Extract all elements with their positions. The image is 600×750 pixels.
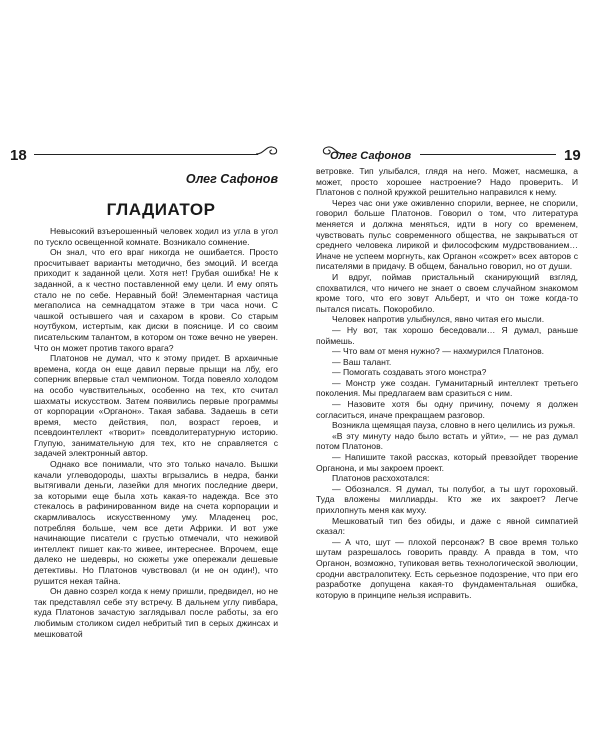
paragraph: «В эту минуту надо было встать и уйти», — не раз думал потом Платонов.	[316, 430, 578, 452]
right-header-rule	[420, 154, 556, 155]
story-title: ГЛАДИАТОР	[106, 200, 216, 219]
paragraph: Невысокий взъерошенный человек ходил из угла в угол по тускло освещенной комнате. Возникало сомнение.	[34, 226, 278, 247]
running-head-author: Олег Сафонов	[330, 150, 412, 162]
paragraph: Платонов расхохотался:	[332, 473, 430, 484]
paragraph: — Назовите хотя бы одну причину, почему я должен согласиться, иначе прекращаем разговор.	[316, 399, 578, 420]
paragraph: Он давно созрел когда к нему пришли, предвидел, но не так представлял себе эту встречу. В дальнем углу пивбара, куда Платонов зачастую заглядывал после работы, за его любимым столиком сидел небритый тип в серых джинсах и мешковатой	[34, 586, 278, 639]
left-header-rule	[34, 154, 258, 155]
paragraph: — Монстр уже создан. Гуманитарный интеллект третьего поколения. Мы предлагаем вам сразиться с ним.	[316, 377, 578, 399]
paragraph: Однако все понимали, что это только начало. Вышки качали углеводороды, шахты вгрызались в недра, банки вытягивали деньги, лазейки для многих последние двери, за которыми еще была хоть какая-то надежда. Все это стекалось в рафинированном виде на счета корпорации и скармливалось искусственному уму. Младенец рос, потребляя больше, чем все дети Африки. И вот уже начинающие писатели с грустью отмечали, что неживой интеллект пишет как-то живее, интереснее. Впрочем, еще далеко не шедевры, но сюжеты уже опережали дешевые детективы. Но Платонов чувствовал (и не он один!), что рушится некая тайна.	[34, 459, 278, 586]
paragraph: Через час они уже оживленно спорили, вернее, не спорили, говорил больше Платонов. Говорил о том, что литература меняется и должна меняться, идти в ногу со временем, чувствовать пульс современного общества, не закрываться от среднего человека лирикой и философским мудрствованием… Иначе не успеем моргнуть, как Органон «сожрет» всех авторов с писателями в придачу. В общем, банально говорил, но от души.	[316, 197, 578, 272]
header-ornament-left	[256, 144, 284, 158]
paragraph: — Ваш талант.	[332, 356, 392, 367]
paragraph: — Ну вот, так хорошо беседовали… Я думал, раньше поймешь.	[316, 324, 578, 346]
left-page-number: 18	[10, 147, 27, 164]
book-author: Олег Сафонов	[185, 172, 278, 186]
paragraph: Он знал, что его враг никогда не ошибается. Просто просчитывает варианты методично, без эмоций. И всегда приходит к заданной цели. Хотя нет! Грубая ошибка! Не к заданной, а к честно поставленной ему цели. И ему опять стало не по себе. Неравный бой! Элементарная частица мегаполиса на семнадцатом этаже в три часа ночи. С чашкой остывшего чая и сахаром в крови. Со старым ноутбуком, истертым, как диски в пояснице. И со своим писательским талантом, в котором он тоже вечно не уверен. Что он может против такого врага?	[34, 247, 278, 353]
paragraph: Возникла щемящая пауза, словно в него целились из ружья.	[332, 420, 576, 431]
paragraph: Человек напротив улыбнулся, явно читая его мысли.	[332, 314, 545, 325]
paragraph: — Что вам от меня нужно? — нахмурился Платонов.	[332, 346, 545, 357]
right-text-column	[316, 166, 578, 600]
paragraph: — Помогать создавать этого монстра?	[332, 367, 487, 378]
paragraph: — А что, шут — плохой персонаж? В свое время только шутам разрешалось говорить правду. А правда в том, что Органон, возможно, тупиковая ветвь технологической эволюции, сродни австралопитеку. Есть серьезное подозрение, что при его разработке допущена какая-то фундаментальная ошибка, которую в принципе нельзя исправить.	[316, 536, 578, 600]
paragraph: И вдруг, поймав пристальный сканирующий взгляд, спохватился, что ничего не знает о своем случайном знакомом кроме того, что его зовут Альберт, и что он тоже когда-то пытался писать. Покоробило.	[316, 271, 578, 314]
paragraph: ветровке. Тип улыбался, глядя на него. Может, насмешка, а может, просто хорошее настроение? Надо проверить. И Платонов с полной кружкой решительно направился к нему.	[316, 166, 578, 198]
paragraph: — Обознался. Я думал, ты полубог, а ты шут гороховый. Тудa вложены миллиарды. Кто же их закроет? Легче прихлопнуть меня как муху.	[316, 483, 578, 515]
paragraph: Платонов не думал, что к этому придет. В архаичные времена, когда он еще давил первые прыщи на лбу, его соперник впервые стал чемпионом. Тогда повеяло холодом на особо чувствительных, особенно на тех, кто считал шахматы искусством. Затем появились первые программы от корпорации «Органон». Такая забава. Задаешь в сети время, место действия, пол, возраст героев, и псевдоинтеллект «творит» псевдолитературную историю. Глупую, занимательную для тех, кто не справляется с задачей электронный автор.	[34, 353, 278, 459]
paragraph: Мешковатый тип без обиды, и даже с явной симпатией сказал:	[316, 515, 578, 537]
paragraph: — Напишите такой рассказ, который превзойдет творение Органона, и мы закроем проект.	[316, 452, 578, 473]
left-text-column	[34, 226, 278, 639]
right-page-number: 19	[564, 147, 581, 164]
